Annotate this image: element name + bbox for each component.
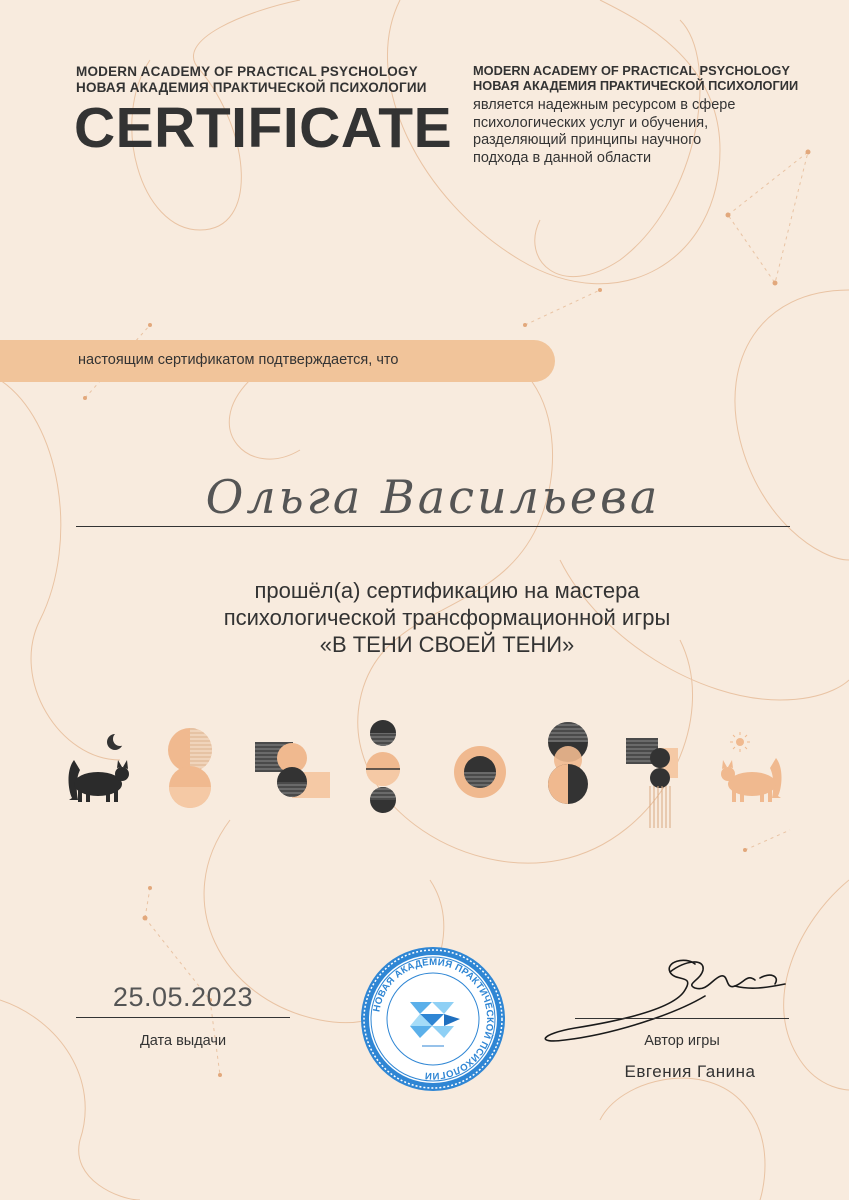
sun-icon bbox=[730, 732, 750, 752]
cert-line: психологической трансформационной игры bbox=[223, 605, 671, 630]
stripes-symbol-2 bbox=[255, 742, 330, 798]
issue-date: 25.05.2023 bbox=[112, 982, 254, 1012]
desc-line: подхода в данной области bbox=[473, 149, 652, 166]
certificate-title: CERTIFICATE bbox=[74, 96, 453, 160]
certification-text bbox=[60, 577, 834, 658]
rays-symbol-6 bbox=[626, 738, 678, 828]
confirmation-band bbox=[0, 340, 555, 382]
desc-line: психологических услуг и обучения, bbox=[473, 114, 709, 131]
right-org-name-ru: НОВАЯ АКАДЕМИЯ ПРАКТИЧЕСКОЙ ПСИХОЛОГИИ bbox=[473, 78, 799, 93]
sun-moon-symbol-1 bbox=[168, 728, 212, 808]
decorative-symbols-row bbox=[60, 720, 790, 835]
author-name: Евгения Ганина bbox=[624, 1062, 756, 1081]
ring-symbol-4 bbox=[454, 746, 506, 798]
date-label: Дата выдачи bbox=[139, 1033, 227, 1049]
org-name-en: MODERN ACADEMY OF PRACTICAL PSYCHOLOGY bbox=[76, 64, 418, 79]
name-underline bbox=[76, 526, 790, 527]
cert-line: прошёл(а) сертификацию на мастера bbox=[254, 578, 640, 603]
right-org-name-en: MODERN ACADEMY OF PRACTICAL PSYCHOLOGY bbox=[473, 63, 790, 78]
org-description bbox=[473, 97, 793, 167]
peach-cat-icon bbox=[721, 758, 782, 802]
recipient-name: Ольга Васильева bbox=[205, 470, 661, 524]
black-cat-icon bbox=[69, 760, 130, 802]
date-underline bbox=[76, 1017, 290, 1018]
author-label: Автор игры bbox=[644, 1033, 720, 1049]
confirmation-text: настоящим сертификатом подтверждается, что bbox=[78, 352, 399, 368]
desc-line: является надежным ресурсом в сфере bbox=[473, 97, 736, 113]
academy-seal bbox=[360, 946, 506, 1092]
seal-text: НОВАЯ АКАДЕМИЯ ПРАКТИЧЕСКОЙ ПСИХОЛОГИИ bbox=[371, 956, 496, 1082]
org-name-ru: НОВАЯ АКАДЕМИЯ ПРАКТИЧЕСКОЙ ПСИХОЛОГИИ bbox=[76, 80, 427, 95]
moon-icon bbox=[107, 732, 127, 750]
signature-underline bbox=[575, 1018, 789, 1019]
desc-line: разделяющий принципы научного bbox=[473, 132, 702, 148]
cert-line: «В ТЕНИ СВОЕЙ ТЕНИ» bbox=[319, 632, 575, 657]
stars-symbol-5 bbox=[548, 722, 588, 804]
stacked-circles-symbol-3 bbox=[366, 720, 400, 813]
